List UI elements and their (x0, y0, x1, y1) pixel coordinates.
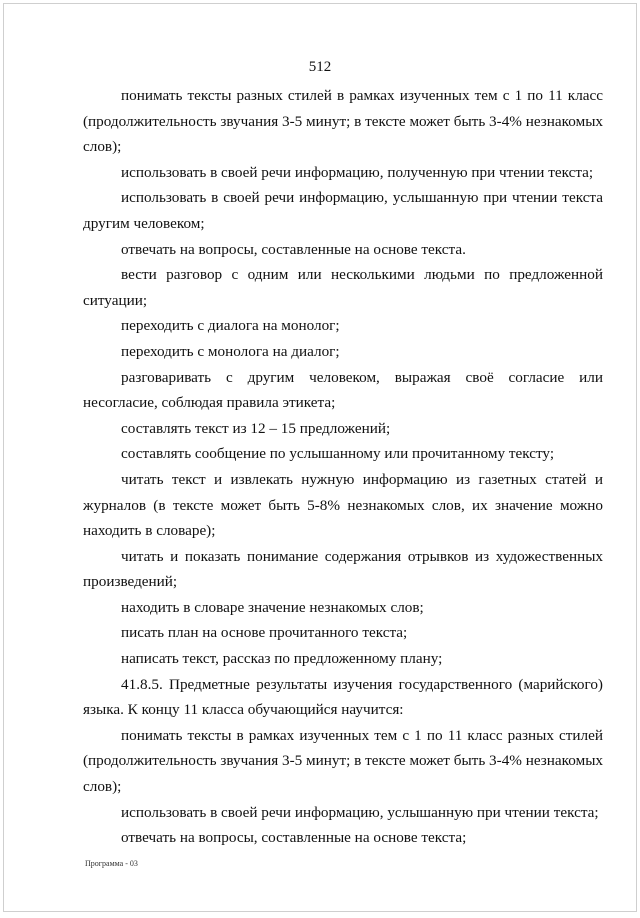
paragraph: отвечать на вопросы, составленные на основе текста; (121, 829, 467, 847)
paragraph: вести разговор с одним или несколькими людьми по предложенной ситуации; (83, 266, 603, 309)
paragraph: отвечать на вопросы, составленные на основе текста. (121, 240, 466, 258)
paragraph: писать план на основе прочитанного текста; (121, 624, 408, 642)
paragraph: использовать в своей речи информацию, услышанную при чтении текста другим человеком; (83, 189, 603, 232)
paragraph: переходить с монолога на диалог; (121, 342, 340, 360)
paragraph: переходить с диалога на монолог; (121, 317, 340, 335)
paragraph: находить в словаре значение незнакомых слов; (121, 598, 424, 616)
document-page (3, 3, 637, 912)
page-body (83, 83, 603, 851)
paragraph: составлять текст из 12 – 15 предложений; (121, 419, 391, 437)
paragraph: понимать тексты разных стилей в рамках изученных тем с 1 по 11 класс (продолжительность звучания 3-5 минут; в тексте может быть 3-4% незнакомых слов); (83, 87, 603, 156)
footer-note: Программа - 03 (85, 859, 138, 868)
paragraph: читать текст и извлекать нужную информацию из газетных статей и журналов (в тексте может быть 5-8% незнакомых слов, их значение можно находить в словаре); (83, 470, 603, 540)
page-number: 512 (308, 59, 332, 75)
paragraph: понимать тексты в рамках изученных тем с 1 по 11 класс разных стилей (продолжительность звучания 3-5 минут; в тексте может быть 3-4% незнакомых слов); (83, 726, 603, 796)
section-heading-paragraph: 41.8.5. Предметные результаты изучения государственного (марийского) языка. К концу 11 класса обучающийся научится: (83, 675, 603, 719)
paragraph: составлять сообщение по услышанному или прочитанному тексту; (121, 445, 555, 463)
paragraph: написать текст, рассказ по предложенному плану; (121, 650, 443, 668)
paragraph: разговаривать с другим человеком, выражая своё согласие или несогласие, соблюдая правила этикета; (83, 368, 603, 412)
paragraph: использовать в своей речи информацию, полученную при чтении текста; (121, 163, 594, 181)
paragraph: использовать в своей речи информацию, услышанную при чтении текста; (121, 803, 599, 821)
paragraph: читать и показать понимание содержания отрывков из художественных произведений; (83, 547, 603, 591)
